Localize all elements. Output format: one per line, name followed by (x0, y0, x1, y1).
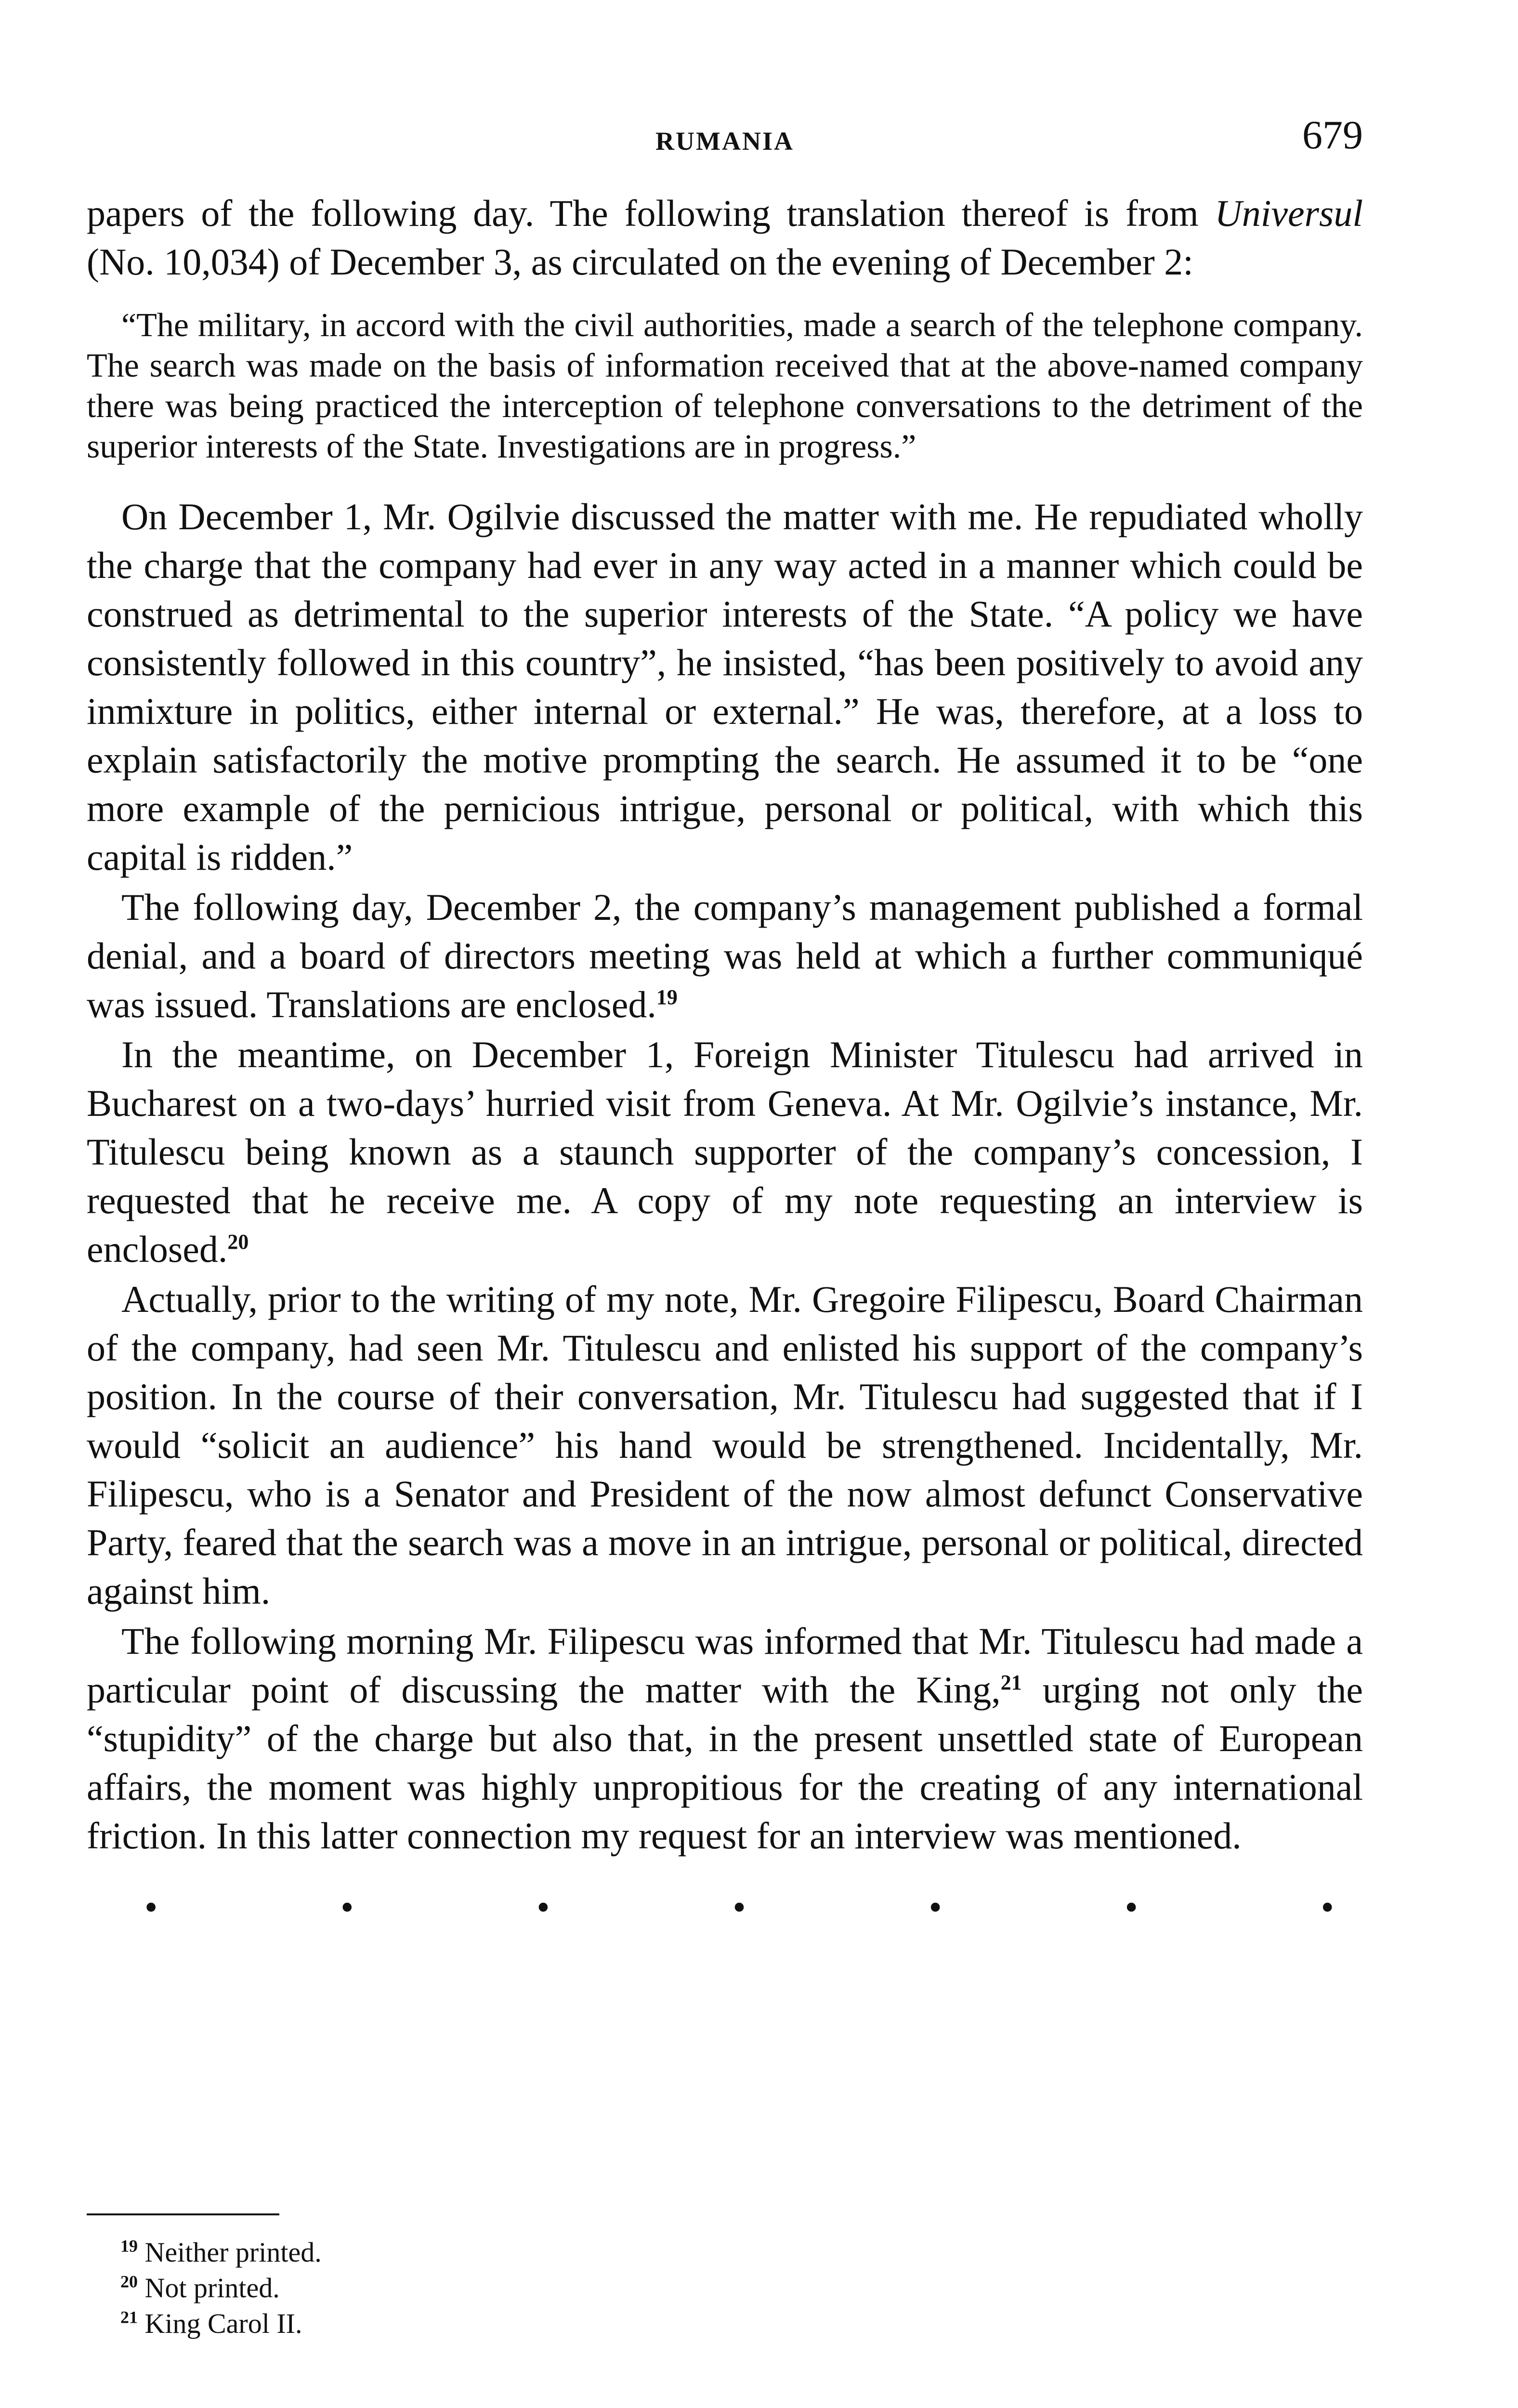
ellipsis-dot: • (1321, 1886, 1334, 1928)
footnote-number: 19 (120, 2236, 138, 2256)
ellipsis-dot: • (929, 1886, 942, 1928)
footnote-ref-20: 20 (227, 1230, 249, 1254)
paragraph-2: On December 1, Mr. Ogilvie discussed the matter with me. He repudiated wholly the charge that the company had ever in any way acted in a manner which could be construed as detrimental to the superior interests of the State. “A policy we have consistently followed in this country”, he insisted, “has been positively to avoid any inmixture in politics, either internal or external.” He was, therefore, at a loss to explain satisfactorily the motive prompting the search. He assumed it to be “one more example of the pernicious intrigue, personal or political, with which this capital is ridden.” (87, 496, 1363, 878)
footnote-divider (87, 2213, 279, 2215)
paragraph-1 (87, 189, 1363, 286)
paragraph-6-text-b: urging not only the “stupidity” of the charge but also that, in the present unsettled state of European affairs, the moment was highly unpropitious for the creating of any international friction. In this latter connection my request for an interview was mentioned. (87, 1669, 1363, 1857)
page-header (87, 112, 1363, 170)
footnote-19 (120, 2235, 322, 2270)
ellipsis-dot: • (144, 1886, 158, 1928)
block-quote: “The military, in accord with the civil authorities, made a search of the telephone company. The search was made on the basis of information received that at the above-named company there was being practiced the interception of telephone conversations to the detriment of the superior interests of the State. Investigations are in progress.” (87, 307, 1363, 465)
footnote-number: 20 (120, 2272, 138, 2291)
paragraph-6-text-a: The following morning Mr. Filipescu was informed that Mr. Titulescu had made a particular point of discussing the matter with the King, (87, 1620, 1363, 1711)
footnotes (120, 2235, 322, 2342)
footnote-20 (120, 2270, 322, 2306)
omission-ellipsis (87, 1888, 1363, 1926)
footnote-text: King Carol II. (144, 2308, 302, 2339)
paragraph-4 (87, 1030, 1363, 1273)
ellipsis-dot: • (537, 1886, 550, 1928)
footnote-21 (120, 2306, 322, 2342)
page-number: 679 (1302, 113, 1363, 157)
paragraph-3 (87, 883, 1363, 1029)
footnote-number: 21 (120, 2307, 138, 2327)
running-head: RUMANIA (655, 127, 794, 156)
paragraph-5: Actually, prior to the writing of my note, Mr. Gregoire Filipescu, Board Chairman of the company, had seen Mr. Titulescu and enlisted his support of the company’s position. In the course of their conversation, Mr. Titulescu had suggested that if I would “solicit an audience” his hand would be strengthened. Incidentally, Mr. Filipescu, who is a Senator and President of the now almost defunct Conservative Party, feared that the search was a move in an intrigue, personal or political, directed against him. (87, 1278, 1363, 1612)
footnote-ref-21: 21 (1000, 1671, 1022, 1694)
footnote-text: Not printed. (144, 2272, 280, 2303)
paragraph-4-text: In the meantime, on December 1, Foreign Minister Titulescu had arrived in Bucharest on a two-days’ hurried visit from Geneva. At Mr. Ogilvie’s instance, Mr. Titulescu being known as a staunch supporter of the company’s concession, I requested that he receive me. A copy of my note requesting an interview is enclosed. (87, 1034, 1363, 1270)
newspaper-title: Universul (1215, 192, 1363, 234)
ellipsis-dot: • (733, 1886, 746, 1928)
body-text (87, 189, 1363, 1926)
paragraph-6 (87, 1617, 1363, 1860)
paragraph-1-text-b: (No. 10,034) of December 3, as circulated on the evening of December 2: (87, 241, 1193, 283)
footnote-ref-19: 19 (656, 985, 678, 1009)
paragraph-1-text-a: papers of the following day. The following translation thereof is from (87, 192, 1215, 234)
ellipsis-dot: • (340, 1886, 354, 1928)
paragraph-3-text: The following day, December 2, the company’s management published a formal denial, and a board of directors meeting was held at which a further communiqué was issued. Translations are enclosed. (87, 886, 1363, 1025)
ellipsis-dot: • (1125, 1886, 1138, 1928)
footnote-text: Neither printed. (144, 2237, 322, 2268)
